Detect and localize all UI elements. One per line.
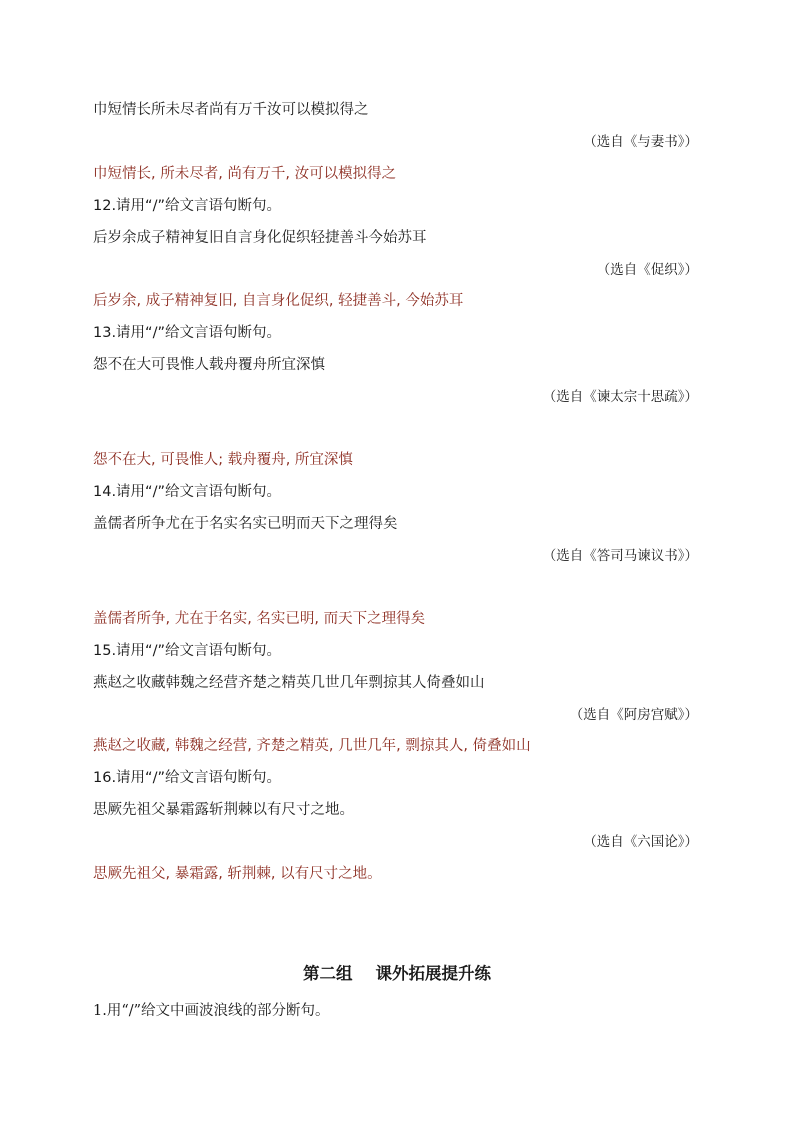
item-13-text: 怨不在大可畏惟人载舟覆舟所宜深慎	[93, 357, 325, 373]
next-instruction: 1.用“/”给文中画波浪线的部分断句。	[93, 1003, 330, 1019]
item-13-source: （选自《谏太宗十思疏》）	[542, 389, 698, 405]
item-14-text: 盖儒者所争尤在于名实名实已明而天下之理得矣	[93, 516, 398, 532]
section-title: 第二组 课外拓展提升练	[303, 964, 491, 983]
item-15-text: 燕赵之收藏韩魏之经营齐楚之精英几世几年剽掠其人倚叠如山	[93, 675, 485, 691]
item-14-source: （选自《答司马谏议书》）	[542, 548, 698, 564]
item-13-answer: 怨不在大, 可畏惟人; 载舟覆舟, 所宜深慎	[93, 452, 353, 468]
item-14-answer: 盖儒者所争, 尤在于名实, 名实已明, 而天下之理得矣	[93, 611, 426, 627]
item-16-question: 16.请用“/”给文言语句断句。	[93, 770, 281, 786]
item-12-text: 后岁余成子精神复旧自言身化促织轻捷善斗今始苏耳	[93, 230, 427, 246]
item-16-text: 思厥先祖父暴霜露斩荆棘以有尺寸之地。	[93, 802, 354, 818]
item-13-question: 13.请用“/”给文言语句断句。	[93, 325, 281, 341]
item-11-answer: 巾短情长, 所未尽者, 尚有万千, 汝可以模拟得之	[93, 166, 397, 182]
item-15-answer: 燕赵之收藏, 韩魏之经营, 齐楚之精英, 几世几年, 剽掠其人, 倚叠如山	[93, 738, 531, 754]
item-12-source: （选自《促织》）	[596, 262, 698, 278]
item-11-text: 巾短情长所未尽者尚有万千汝可以模拟得之	[93, 102, 369, 118]
item-14-question: 14.请用“/”给文言语句断句。	[93, 484, 281, 500]
item-16-answer: 思厥先祖父, 暴霜露, 斩荆棘, 以有尺寸之地。	[93, 866, 382, 882]
item-16-source: （选自《六国论》）	[583, 834, 698, 850]
item-15-question: 15.请用“/”给文言语句断句。	[93, 643, 281, 659]
item-12-answer: 后岁余, 成子精神复旧, 自言身化促织, 轻捷善斗, 今始苏耳	[93, 293, 464, 309]
item-11-source: （选自《与妻书》）	[583, 134, 698, 150]
item-12-question: 12.请用“/”给文言语句断句。	[93, 198, 281, 214]
item-15-source: （选自《阿房宫赋》）	[569, 707, 698, 723]
